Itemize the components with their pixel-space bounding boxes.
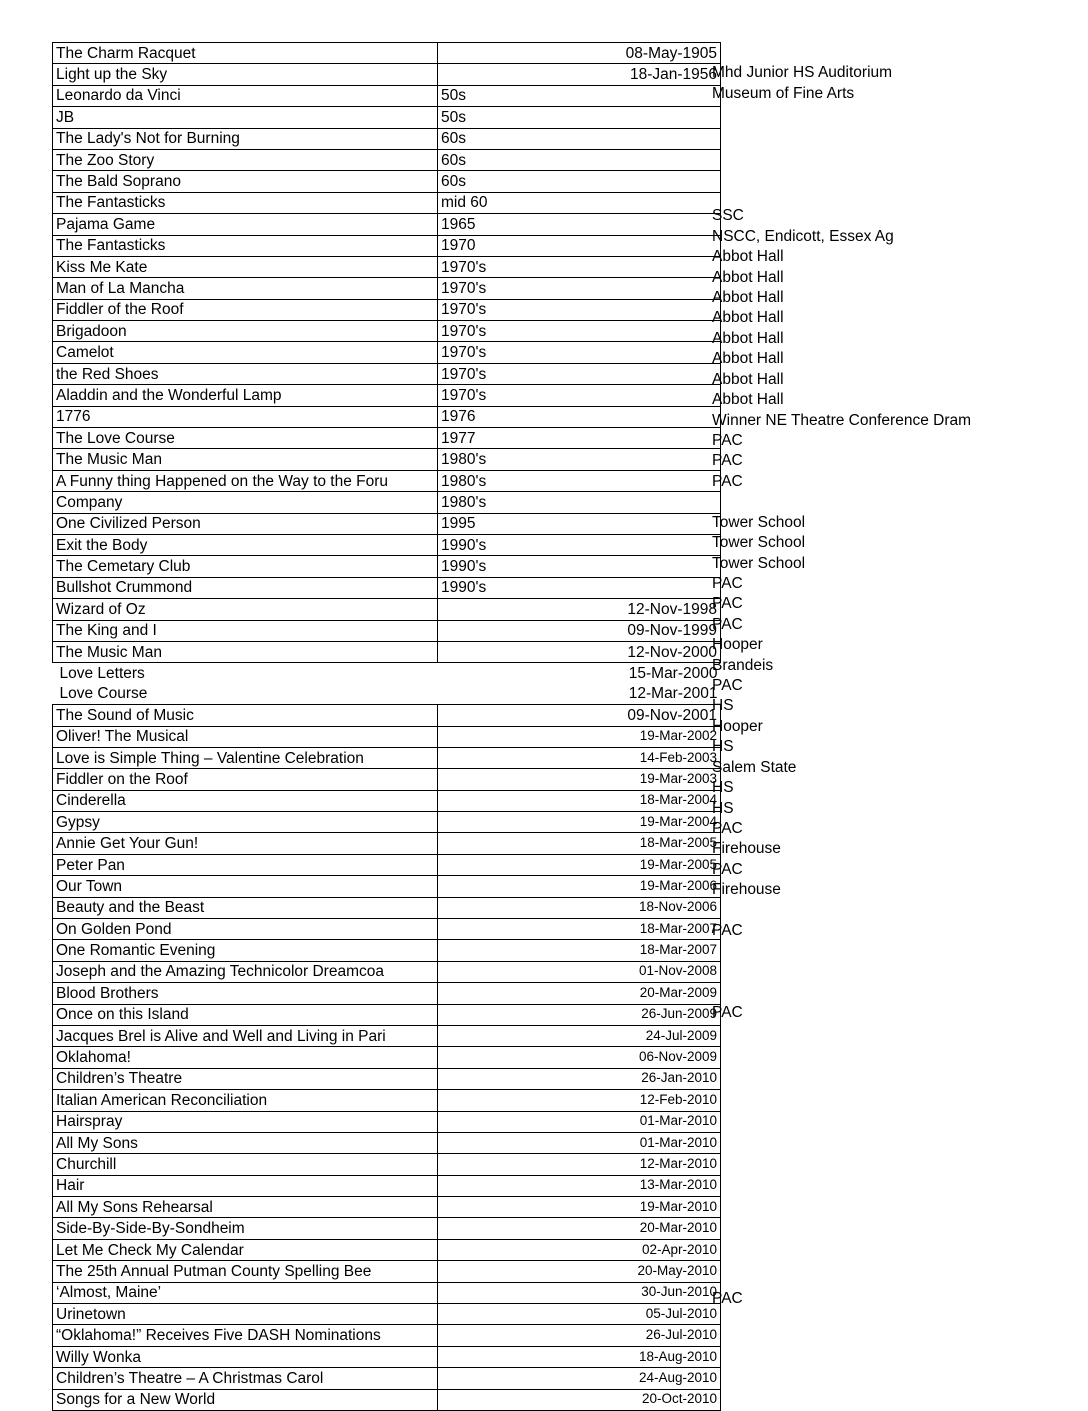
production-title-cell: Joseph and the Amazing Technicolor Dreamcoa	[53, 961, 438, 982]
production-date-cell	[438, 1132, 721, 1153]
production-date-cell: 60s	[438, 149, 721, 170]
production-date-cell	[438, 1175, 721, 1196]
production-date-cell: 1970's	[438, 299, 721, 320]
production-date-cell: 1970's	[438, 278, 721, 299]
venue-note: Hooper	[712, 718, 763, 735]
production-date-cell: 50s	[438, 107, 721, 128]
production-date-cell: 1970's	[438, 342, 721, 363]
table-row	[53, 577, 721, 598]
venue-note: Mhd Junior HS Auditorium	[712, 64, 893, 81]
production-title-cell: The Music Man	[53, 449, 438, 470]
date-text: 26-Jan-2010	[641, 1070, 717, 1086]
venue-note: Abbot Hall	[712, 391, 784, 408]
production-date-cell	[438, 1154, 721, 1175]
date-text: 19-Mar-2005	[639, 856, 717, 872]
production-date-cell	[438, 769, 721, 790]
venue-note: PAC	[712, 1004, 743, 1021]
table-row	[53, 833, 721, 854]
production-date-cell: 1970's	[438, 363, 721, 384]
production-title-cell: JB	[53, 107, 438, 128]
table-body	[53, 43, 721, 1411]
production-date-cell	[438, 940, 721, 961]
production-title-cell: Wizard of Oz	[53, 599, 438, 620]
table-row	[53, 470, 721, 491]
table-row	[53, 299, 721, 320]
table-row	[53, 235, 721, 256]
table-row	[53, 684, 721, 705]
venue-note: PAC	[712, 677, 743, 694]
date-text: 01-Nov-2008	[638, 963, 717, 979]
table-row	[53, 1346, 721, 1367]
production-title-cell: Annie Get Your Gun!	[53, 833, 438, 854]
production-title-cell: The Fantasticks	[53, 235, 438, 256]
date-text: 30-Jun-2010	[641, 1284, 717, 1300]
production-date-cell	[438, 1004, 721, 1025]
production-title-cell: Exit the Body	[53, 534, 438, 555]
production-title-cell: The Charm Racquet	[53, 43, 438, 64]
production-title-cell: Camelot	[53, 342, 438, 363]
venue-note: Abbot Hall	[712, 330, 784, 347]
production-date-cell: 1970's	[438, 321, 721, 342]
venue-note: Winner NE Theatre Conference Dram	[712, 412, 972, 429]
production-date-cell: 18-Jan-1956	[438, 64, 721, 85]
production-title-cell: The Lady's Not for Burning	[53, 128, 438, 149]
production-title-cell: Light up the Sky	[53, 64, 438, 85]
table-row	[53, 1239, 721, 1260]
production-date-cell	[438, 833, 721, 854]
table-row	[53, 492, 721, 513]
production-title-cell: The King and I	[53, 620, 438, 641]
table-row	[53, 1154, 721, 1175]
production-title-cell: Hair	[53, 1175, 438, 1196]
table-row	[53, 812, 721, 833]
production-title-cell: Oklahoma!	[53, 1047, 438, 1068]
date-text: 18-Mar-2005	[639, 835, 717, 851]
table-row	[53, 961, 721, 982]
table-row	[53, 1025, 721, 1046]
venue-note: PAC	[712, 861, 743, 878]
production-history-table	[52, 42, 721, 1411]
production-title-cell: Side-By-Side-By-Sondheim	[53, 1218, 438, 1239]
production-date-cell	[438, 1047, 721, 1068]
venue-note: PAC	[712, 922, 743, 939]
production-date-cell	[438, 854, 721, 875]
table-row	[53, 107, 721, 128]
production-date-cell	[438, 1282, 721, 1303]
production-date-cell: 12-Nov-2000	[438, 641, 721, 662]
production-title-cell: A Funny thing Happened on the Way to the Foru	[53, 470, 438, 491]
table-row	[53, 342, 721, 363]
production-date-cell: 1980's	[438, 492, 721, 513]
production-title-cell: All My Sons Rehearsal	[53, 1197, 438, 1218]
table-row	[53, 428, 721, 449]
production-title-cell: Beauty and the Beast	[53, 897, 438, 918]
date-text: 19-Mar-2010	[639, 1198, 717, 1214]
table-row	[53, 128, 721, 149]
production-date-cell: 1970's	[438, 385, 721, 406]
production-date-cell: 1980's	[438, 449, 721, 470]
venue-note: SSC	[712, 207, 744, 224]
venue-note: Firehouse	[712, 881, 781, 898]
venue-note: Museum of Fine Arts	[712, 85, 855, 102]
table-row	[53, 747, 721, 768]
production-title-cell: Fiddler of the Roof	[53, 299, 438, 320]
date-text: 13-Mar-2010	[639, 1177, 717, 1193]
date-text: 12-Mar-2010	[639, 1156, 717, 1171]
production-date-cell	[438, 1218, 721, 1239]
table-row	[53, 556, 721, 577]
production-title-cell: Love Course	[59, 685, 148, 703]
production-date-cell: 1990's	[438, 534, 721, 555]
production-title-cell: Bullshot Crummond	[53, 577, 438, 598]
table-row	[53, 1111, 721, 1132]
venue-note: Abbot Hall	[712, 289, 784, 306]
production-title-cell: Churchill	[53, 1154, 438, 1175]
table-row	[53, 620, 721, 641]
date-text: 19-Mar-2006	[639, 877, 717, 893]
table-row	[53, 1304, 721, 1325]
production-date-cell: 50s	[438, 85, 721, 106]
production-title-cell: The Sound of Music	[53, 705, 438, 726]
production-title-cell: Jacques Brel is Alive and Well and Living in Pari	[53, 1025, 438, 1046]
production-date-cell	[438, 1261, 721, 1282]
production-title-cell: Songs for a New World	[53, 1389, 438, 1410]
table-row	[53, 85, 721, 106]
date-text: 01-Mar-2010	[639, 1113, 717, 1129]
table-row	[53, 1218, 721, 1239]
production-title-cell: One Romantic Evening	[53, 940, 438, 961]
production-date-cell	[438, 1197, 721, 1218]
production-title-cell: The Zoo Story	[53, 149, 438, 170]
production-title-cell: Love is Simple Thing – Valentine Celebration	[53, 747, 438, 768]
production-title-cell: Gypsy	[53, 812, 438, 833]
production-title-cell: On Golden Pond	[53, 919, 438, 940]
production-date-cell	[438, 1304, 721, 1325]
production-title-cell: Cinderella	[53, 790, 438, 811]
production-title-cell: The Fantasticks	[53, 192, 438, 213]
production-title-cell: The Music Man	[53, 641, 438, 662]
venue-note: PAC	[712, 1290, 743, 1307]
production-title-cell: Children’s Theatre	[53, 1068, 438, 1089]
production-date-cell	[438, 747, 721, 768]
venue-note: HS	[712, 697, 734, 714]
table-row	[53, 726, 721, 747]
production-title-cell: Willy Wonka	[53, 1346, 438, 1367]
table-row	[53, 171, 721, 192]
production-date-cell: 12-Mar-2001	[628, 685, 718, 703]
production-title-cell: Leonardo da Vinci	[53, 85, 438, 106]
venue-note: Abbot Hall	[712, 350, 784, 367]
production-title-cell: Pajama Game	[53, 214, 438, 235]
production-title-cell: The Bald Soprano	[53, 171, 438, 192]
venue-note: PAC	[712, 820, 743, 837]
table-row	[53, 449, 721, 470]
table-row	[53, 385, 721, 406]
date-text: 19-Mar-2002	[639, 728, 717, 744]
table-row	[53, 705, 721, 726]
production-title-cell: Love Letters	[59, 665, 145, 683]
venue-note: NSCC, Endicott, Essex Ag	[712, 228, 894, 245]
production-date-cell	[438, 897, 721, 918]
production-date-cell: 15-Mar-2000	[628, 665, 718, 683]
table-row	[53, 513, 721, 534]
date-text: 20-May-2010	[637, 1262, 717, 1278]
table-row	[53, 406, 721, 427]
table-row	[53, 363, 721, 384]
table-row	[53, 192, 721, 213]
table-row	[53, 1368, 721, 1389]
production-date-cell	[438, 726, 721, 747]
production-title-cell: Fiddler on the Roof	[53, 769, 438, 790]
production-date-cell	[438, 919, 721, 940]
production-date-cell: 1965	[438, 214, 721, 235]
table-row	[53, 1282, 721, 1303]
production-date-cell: 1977	[438, 428, 721, 449]
production-title-cell: Company	[53, 492, 438, 513]
table-row	[53, 43, 721, 64]
venue-note: Abbot Hall	[712, 309, 784, 326]
venue-note: PAC	[712, 575, 743, 592]
table-row	[53, 1068, 721, 1089]
date-text: 18-Mar-2004	[639, 792, 717, 808]
venue-note: PAC	[712, 473, 743, 490]
table-row	[53, 1261, 721, 1282]
date-text: 24-Aug-2010	[638, 1369, 717, 1385]
venue-note: HS	[712, 738, 734, 755]
production-title-cell: The Cemetary Club	[53, 556, 438, 577]
production-date-cell: 1970	[438, 235, 721, 256]
venue-note: PAC	[712, 452, 743, 469]
date-text: 18-Aug-2010	[638, 1348, 717, 1364]
production-date-cell: 09-Nov-2001	[438, 705, 721, 726]
venue-note: PAC	[712, 595, 743, 612]
production-title-cell: Man of La Mancha	[53, 278, 438, 299]
venue-note: HS	[712, 779, 734, 796]
date-text: 18-Mar-2007	[639, 920, 717, 936]
production-date-cell	[438, 1111, 721, 1132]
table-row	[53, 1047, 721, 1068]
venue-note: Abbot Hall	[712, 248, 784, 265]
production-title-cell: The Love Course	[53, 428, 438, 449]
production-date-cell: 1976	[438, 406, 721, 427]
venue-note: Hooper	[712, 636, 763, 653]
venue-note: HS	[712, 800, 734, 817]
production-title-cell: Let Me Check My Calendar	[53, 1239, 438, 1260]
date-text: 19-Mar-2003	[639, 770, 717, 786]
production-title-cell: Kiss Me Kate	[53, 256, 438, 277]
production-title-cell: Oliver! The Musical	[53, 726, 438, 747]
date-text: 14-Feb-2003	[639, 749, 717, 765]
production-date-cell	[438, 1068, 721, 1089]
table-row	[53, 1090, 721, 1111]
table-row	[53, 64, 721, 85]
table-row	[53, 790, 721, 811]
venue-note: Tower School	[712, 534, 806, 551]
table-row	[53, 534, 721, 555]
production-title-cell: All My Sons	[53, 1132, 438, 1153]
production-date-cell: 12-Nov-1998	[438, 599, 721, 620]
production-date-cell: 1990's	[438, 577, 721, 598]
production-date-cell: 09-Nov-1999	[438, 620, 721, 641]
production-title-cell: The 25th Annual Putman County Spelling Bee	[53, 1261, 438, 1282]
date-text: 26-Jul-2010	[645, 1327, 717, 1343]
production-title-cell: Aladdin and the Wonderful Lamp	[53, 385, 438, 406]
venue-note: Firehouse	[712, 840, 781, 857]
production-date-cell: 1990's	[438, 556, 721, 577]
date-text: 06-Nov-2009	[638, 1049, 717, 1065]
date-text: 19-Mar-2004	[639, 813, 717, 829]
table-row	[53, 769, 721, 790]
date-text: 20-Mar-2010	[639, 1220, 717, 1236]
date-text: 18-Mar-2007	[639, 942, 717, 958]
production-title-cell: Blood Brothers	[53, 983, 438, 1004]
date-text: 26-Jun-2009	[641, 1006, 717, 1022]
production-title-cell: Children’s Theatre – A Christmas Carol	[53, 1368, 438, 1389]
table-row	[53, 1197, 721, 1218]
date-text: 18-Nov-2006	[638, 899, 717, 915]
production-date-cell: 1995	[438, 513, 721, 534]
production-date-cell	[438, 1368, 721, 1389]
production-date-cell: mid 60	[438, 192, 721, 213]
production-date-cell: 60s	[438, 171, 721, 192]
production-title-cell: the Red Shoes	[53, 363, 438, 384]
production-date-cell	[438, 1025, 721, 1046]
table-row	[53, 321, 721, 342]
production-title-cell: Peter Pan	[53, 854, 438, 875]
table-row	[53, 214, 721, 235]
table-row	[53, 1325, 721, 1346]
date-text: 02-Apr-2010	[641, 1241, 717, 1257]
table-row	[53, 1175, 721, 1196]
production-title-cell: “Oklahoma!” Receives Five DASH Nominations	[53, 1325, 438, 1346]
table-row	[53, 278, 721, 299]
venue-note: PAC	[712, 616, 743, 633]
production-title-cell: Hairspray	[53, 1111, 438, 1132]
production-title-cell: 1776	[53, 406, 438, 427]
production-date-cell	[438, 961, 721, 982]
production-title-cell: Once on this Island	[53, 1004, 438, 1025]
production-title-cell: Italian American Reconciliation	[53, 1090, 438, 1111]
venue-note: Tower School	[712, 555, 806, 572]
production-date-cell: 60s	[438, 128, 721, 149]
date-text: 01-Mar-2010	[639, 1134, 717, 1150]
table-row	[53, 149, 721, 170]
date-text: 05-Jul-2010	[645, 1305, 717, 1321]
production-date-cell	[438, 1389, 721, 1410]
table-row	[53, 983, 721, 1004]
production-title-cell: One Civilized Person	[53, 513, 438, 534]
production-date-cell	[438, 1346, 721, 1367]
table-row	[53, 854, 721, 875]
production-date-cell	[438, 1239, 721, 1260]
production-date-cell	[438, 790, 721, 811]
production-date-cell	[438, 876, 721, 897]
table-row	[53, 919, 721, 940]
table-row	[53, 599, 721, 620]
table-row	[53, 1132, 721, 1153]
date-text: 12-Feb-2010	[639, 1091, 717, 1107]
production-date-cell	[438, 812, 721, 833]
venue-note: Abbot Hall	[712, 269, 784, 286]
venue-note: Tower School	[712, 514, 806, 531]
date-text: 24-Jul-2009	[645, 1027, 717, 1043]
table-row	[53, 256, 721, 277]
production-title-cell: ‘Almost, Maine’	[53, 1282, 438, 1303]
table-row	[53, 876, 721, 897]
venue-note: Abbot Hall	[712, 371, 784, 388]
production-date-cell	[438, 1090, 721, 1111]
table-row	[53, 940, 721, 961]
production-title-cell: Our Town	[53, 876, 438, 897]
table-row	[53, 897, 721, 918]
venue-note: Brandeis	[712, 657, 774, 674]
venue-note: Salem State	[712, 759, 797, 776]
table-row	[53, 1389, 721, 1410]
date-text: 20-Mar-2009	[639, 984, 717, 1000]
production-title-cell: Urinetown	[53, 1304, 438, 1325]
production-date-cell: 08-May-1905	[438, 43, 721, 64]
table-row	[53, 663, 721, 684]
table-row	[53, 641, 721, 662]
date-text: 20-Oct-2010	[641, 1391, 717, 1407]
production-date-cell: 1980's	[438, 470, 721, 491]
production-date-cell	[438, 1325, 721, 1346]
production-title-cell: Brigadoon	[53, 321, 438, 342]
venue-note: PAC	[712, 432, 743, 449]
production-date-cell	[438, 983, 721, 1004]
table-row	[53, 1004, 721, 1025]
production-date-cell: 1970's	[438, 256, 721, 277]
